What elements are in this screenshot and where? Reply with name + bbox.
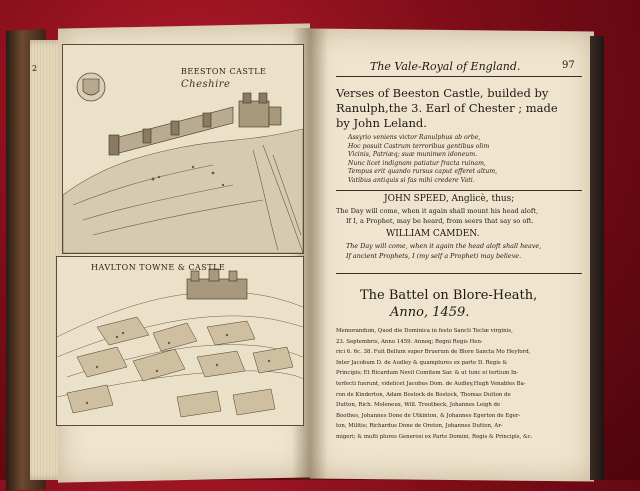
- halton-towne-castle-engraving: [56, 256, 304, 426]
- cheshire-caption: Cheshire: [181, 79, 231, 90]
- battle-heading: The Battel on Blore-Heath,: [360, 288, 538, 303]
- battle-year: Anno, 1459.: [390, 305, 470, 320]
- left-page-number: 2: [32, 64, 38, 73]
- memorandum-line: ron de Kinderton, Adam Bostock de Bostock, Thomas Dutton de: [336, 391, 511, 398]
- book-binding-right: [590, 36, 604, 480]
- beeston-castle-engraving: [62, 44, 304, 254]
- john-speed-heading: JOHN SPEED, Anglicè, thus;: [384, 194, 515, 204]
- verses-heading-line-2: Ranulph,the 3. Earl of Chester ; made: [336, 101, 558, 115]
- latin-verse: [348, 134, 497, 186]
- john-speed-line-1: The Day will come, when it again shall mount his head aloft,: [336, 207, 539, 215]
- memorandum-line: rici 6. 6c. 38. Fuit Bellum super Bruerum de Blore Sancta Mo Heyford,: [336, 349, 531, 356]
- memorandum-line: ton, Militis; Richardus Done de Oreton, Johannes Dutton, Ar-: [336, 423, 503, 430]
- head-rule: [336, 76, 582, 77]
- memorandum-line: Principis; Et Ricardum Nevil Comitem Sar. & ut tunc ei tertium In-: [336, 370, 519, 377]
- memorandum-line: 23. Septembris, Anno 1459. Annoq; Regni Regis Hen-: [336, 338, 483, 345]
- section-rule-1: [336, 190, 582, 191]
- halton-town-illustration: [57, 257, 303, 425]
- battle-memorandum: [336, 326, 532, 443]
- verses-heading-line-3: by John Leland.: [336, 116, 427, 130]
- beeston-castle-caption: BEESTON CASTLE: [181, 67, 267, 76]
- beeston-castle-illustration: [63, 45, 303, 253]
- memorandum-line: Boothes, Johannes Done de Utkinton, & Johannes Egerton de Eger-: [336, 412, 521, 419]
- memorandum-line: terfecti fuerunt, videlicet Jacobus Dom. de Audley,Hugh Venables Ba-: [336, 380, 526, 387]
- latin-verse-line: Hoc posuit Castrum terroribus gentibus olim: [348, 142, 490, 150]
- william-camden-line-1: The Day will come, when it again the head aloft shall heave,: [346, 242, 542, 250]
- latin-verse-line: Assyrio veniens victor Ranulphus ab orbe,: [348, 134, 481, 141]
- latin-verse-line: Tempus erit quando rursus caput efferet altum,: [348, 168, 498, 176]
- latin-verse-line: Nunc licet indignam patiatur fracta ruinam,: [348, 159, 486, 167]
- verses-heading-line-1: Verses of Beeston Castle, builded by: [336, 86, 549, 100]
- memorandum-line: Dutton, Rich. Moleneux, Will. Troutbeck, Johannes Leigh de: [336, 402, 501, 409]
- halton-caption: HAVLTON TOWNE & CASTLE: [91, 263, 226, 272]
- memorandum-line: Memorandum, Quod die Dominica in festo Sancti Teclæ virginis,: [336, 328, 513, 334]
- memorandum-line: Inter Jacobum D. de Audley & quamplures ex parte D. Regis &: [336, 359, 508, 366]
- latin-verse-line: Vicinis, Patriæq; suæ munimen idoneum.: [348, 151, 478, 159]
- right-page-number: 97: [562, 60, 575, 71]
- section-rule-2: [336, 273, 582, 274]
- coat-of-arms-icon: [77, 73, 105, 101]
- william-camden-line-2: If ancient Prophets, I (my self a Prophet) may believe.: [346, 252, 522, 260]
- latin-verse-line: Vatibus antiquis si fas mihi credere Vati.: [348, 176, 475, 184]
- running-head: The Vale-Royal of England.: [370, 60, 521, 73]
- john-speed-line-2: If I, a Prophet, may be heard, from seers that say so oft.: [346, 217, 534, 225]
- william-camden-heading: WILLIAM CAMDEN.: [386, 229, 480, 239]
- memorandum-line: migeri; & multi plures Generosi ex Parte Domini, Regis & Principis, &c.: [336, 433, 533, 440]
